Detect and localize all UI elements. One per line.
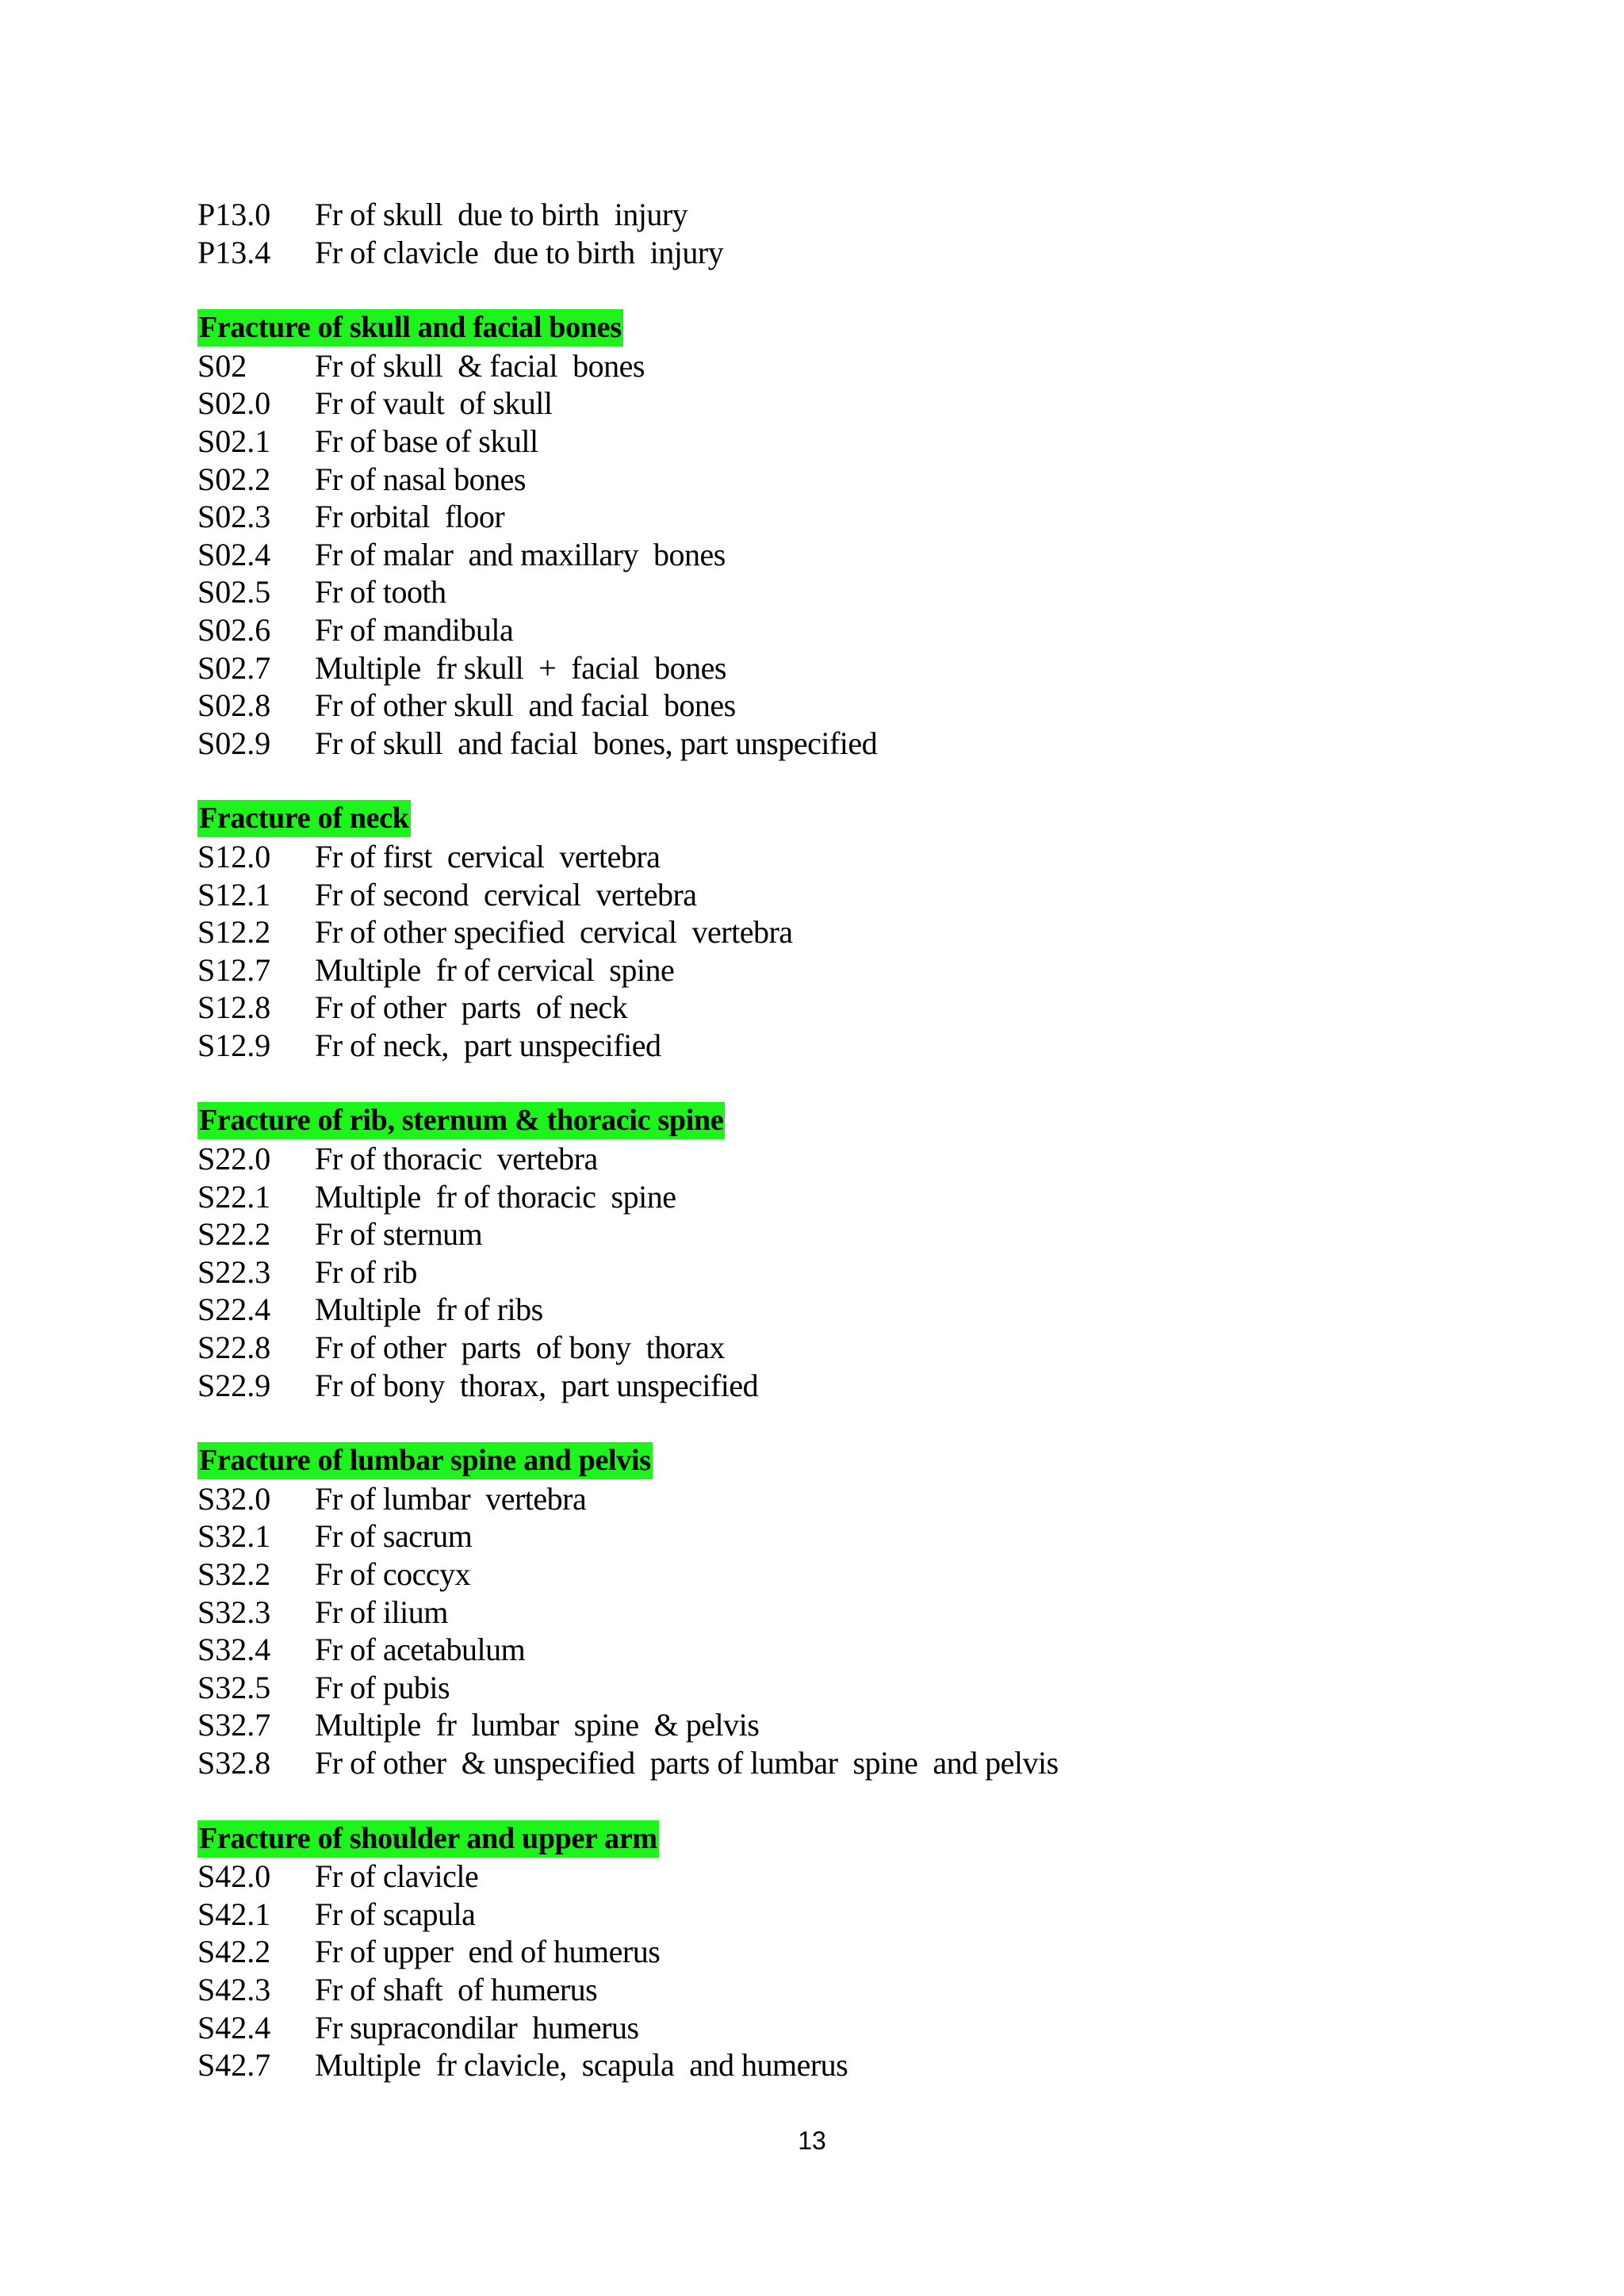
list-item — [197, 913, 1466, 951]
list-item — [197, 1896, 1466, 1934]
icd-description: Fr of base of skull — [315, 423, 538, 459]
icd-code: S22.8 — [197, 1330, 271, 1366]
list-item — [197, 1517, 1466, 1556]
list-item — [197, 1253, 1466, 1292]
icd-code: S12.9 — [197, 1027, 271, 1063]
icd-description: Fr of other parts of bony thorax — [315, 1330, 725, 1366]
icd-code: S22.2 — [197, 1216, 271, 1253]
list-item — [197, 1706, 1466, 1744]
icd-description: Fr of nasal bones — [315, 461, 526, 497]
icd-code: S32.2 — [197, 1556, 271, 1592]
icd-code: S42.0 — [197, 1858, 271, 1895]
list-item — [197, 1178, 1466, 1216]
icd-description: Multiple fr lumbar spine & pelvis — [315, 1707, 760, 1743]
list-item — [197, 1971, 1466, 2009]
icd-code: S02.2 — [197, 461, 271, 497]
icd-code: P13.4 — [197, 234, 271, 270]
icd-code: S02.8 — [197, 687, 271, 724]
list-item — [197, 347, 1466, 385]
list-item — [197, 234, 1466, 272]
icd-code: S02.5 — [197, 574, 271, 610]
icd-code: S32.8 — [197, 1744, 271, 1781]
icd-description: Multiple fr clavicle, scapula and humerus — [315, 2047, 848, 2084]
list-item — [197, 196, 1466, 234]
icd-code: S42.2 — [197, 1934, 271, 1970]
list-item — [197, 1027, 1466, 1065]
section-neck — [197, 800, 1466, 1064]
list-item — [197, 687, 1466, 725]
icd-code: S42.7 — [197, 2047, 271, 2084]
icd-description: Multiple fr skull + facial bones — [315, 649, 726, 686]
list-item — [197, 989, 1466, 1027]
icd-description: Fr of ilium — [315, 1594, 448, 1630]
icd-code: S32.3 — [197, 1594, 271, 1630]
list-item — [197, 498, 1466, 536]
icd-code: S02.9 — [197, 725, 271, 761]
section-skull-facial — [197, 309, 1466, 762]
section-heading: Fracture of shoulder and upper arm — [197, 1820, 659, 1858]
icd-code: S22.1 — [197, 1178, 271, 1215]
icd-description: Multiple fr of cervical spine — [315, 951, 675, 988]
icd-description: Fr of vault of skull — [315, 385, 553, 422]
icd-code: S02.3 — [197, 499, 271, 535]
icd-code: S32.4 — [197, 1632, 271, 1668]
list-item — [197, 1933, 1466, 1971]
icd-code: S12.0 — [197, 838, 271, 874]
icd-code: S32.1 — [197, 1518, 271, 1555]
intro-list — [197, 196, 1466, 271]
icd-description: Fr of sternum — [315, 1216, 483, 1253]
icd-description: Fr of scapula — [315, 1896, 476, 1932]
list-item — [197, 1594, 1466, 1632]
icd-description: Fr of coccyx — [315, 1556, 471, 1592]
list-item — [197, 385, 1466, 423]
list-item — [197, 536, 1466, 574]
icd-description: Fr supracondilar humerus — [315, 2009, 639, 2045]
section-lumbar-pelvis — [197, 1442, 1466, 1781]
icd-code: S02.4 — [197, 536, 271, 572]
icd-code: S22.9 — [197, 1367, 271, 1403]
list-item — [197, 2009, 1466, 2047]
icd-description: Fr of shaft of humerus — [315, 1971, 598, 2007]
list-item — [197, 2046, 1466, 2084]
icd-description: Fr of other skull and facial bones — [315, 687, 736, 724]
list-item — [197, 611, 1466, 649]
page-number: 13 — [798, 2126, 826, 2155]
icd-description: Fr of skull and facial bones, part unspecified — [315, 725, 878, 761]
list-item — [197, 838, 1466, 876]
icd-description: Multiple fr of thoracic spine — [315, 1178, 676, 1215]
icd-code: S02 — [197, 347, 247, 384]
list-item — [197, 1329, 1466, 1367]
icd-code: S22.3 — [197, 1253, 271, 1290]
icd-description: Fr of other & unspecified parts of lumbar spine and pelvis — [315, 1744, 1059, 1781]
icd-description: Fr of thoracic vertebra — [315, 1141, 598, 1177]
icd-code: S32.5 — [197, 1669, 271, 1705]
icd-code: S02.1 — [197, 423, 271, 459]
list-item — [197, 725, 1466, 763]
icd-description: Fr of rib — [315, 1253, 417, 1290]
icd-description: Fr of lumbar vertebra — [315, 1480, 587, 1517]
icd-description: Fr of clavicle — [315, 1858, 479, 1895]
icd-code: S12.1 — [197, 876, 271, 913]
list-item — [197, 1858, 1466, 1896]
icd-description: Fr of second cervical vertebra — [315, 876, 697, 913]
icd-code: S42.4 — [197, 2009, 271, 2045]
document-page — [197, 196, 1466, 2084]
icd-description: Fr of upper end of humerus — [315, 1934, 661, 1970]
list-item — [197, 1367, 1466, 1405]
icd-description: Fr of skull due to birth injury — [315, 197, 688, 232]
section-shoulder-upper-arm — [197, 1820, 1466, 2084]
section-heading: Fracture of lumbar spine and pelvis — [197, 1442, 653, 1479]
icd-description: Multiple fr of ribs — [315, 1292, 543, 1328]
icd-code: S22.4 — [197, 1292, 271, 1328]
icd-description: Fr of pubis — [315, 1669, 450, 1705]
list-item — [197, 1744, 1466, 1782]
list-item — [197, 1556, 1466, 1594]
section-rib-sternum-thoracic — [197, 1102, 1466, 1404]
icd-description: Fr of bony thorax, part unspecified — [315, 1367, 759, 1403]
icd-code: S32.7 — [197, 1707, 271, 1743]
icd-description: Fr of mandibula — [315, 611, 514, 648]
icd-description: Fr of skull & facial bones — [315, 347, 645, 384]
list-item — [197, 876, 1466, 914]
icd-description: Fr of sacrum — [315, 1518, 473, 1555]
icd-description: Fr of tooth — [315, 574, 446, 610]
list-item — [197, 649, 1466, 687]
list-item — [197, 573, 1466, 611]
list-item — [197, 1669, 1466, 1707]
icd-description: Fr orbital floor — [315, 499, 505, 535]
icd-description: Fr of malar and maxillary bones — [315, 536, 726, 572]
list-item — [197, 461, 1466, 499]
icd-description: Fr of other parts of neck — [315, 989, 628, 1026]
icd-description: Fr of other specified cervical vertebra — [315, 914, 793, 951]
icd-description: Fr of neck, part unspecified — [315, 1027, 661, 1063]
list-item — [197, 1631, 1466, 1669]
list-item — [197, 1480, 1466, 1518]
icd-code: S42.1 — [197, 1896, 271, 1932]
icd-code: S02.0 — [197, 385, 271, 422]
icd-description: Fr of clavicle due to birth injury — [315, 234, 724, 270]
list-item — [197, 1291, 1466, 1329]
icd-description: Fr of first cervical vertebra — [315, 838, 661, 874]
icd-code: S12.7 — [197, 951, 271, 988]
icd-code: S22.0 — [197, 1141, 271, 1177]
icd-code: S12.2 — [197, 914, 271, 951]
icd-code: P13.0 — [197, 197, 271, 232]
list-item — [197, 1140, 1466, 1178]
icd-code: S32.0 — [197, 1480, 271, 1517]
section-heading: Fracture of neck — [197, 800, 411, 837]
icd-code: S02.6 — [197, 611, 271, 648]
list-item — [197, 1215, 1466, 1253]
icd-code: S02.7 — [197, 649, 271, 686]
icd-code: S12.8 — [197, 989, 271, 1026]
list-item — [197, 951, 1466, 989]
icd-description: Fr of acetabulum — [315, 1632, 526, 1668]
section-heading: Fracture of rib, sternum & thoracic spine — [197, 1102, 725, 1139]
list-item — [197, 423, 1466, 461]
icd-code: S42.3 — [197, 1971, 271, 2007]
section-heading: Fracture of skull and facial bones — [197, 309, 623, 346]
